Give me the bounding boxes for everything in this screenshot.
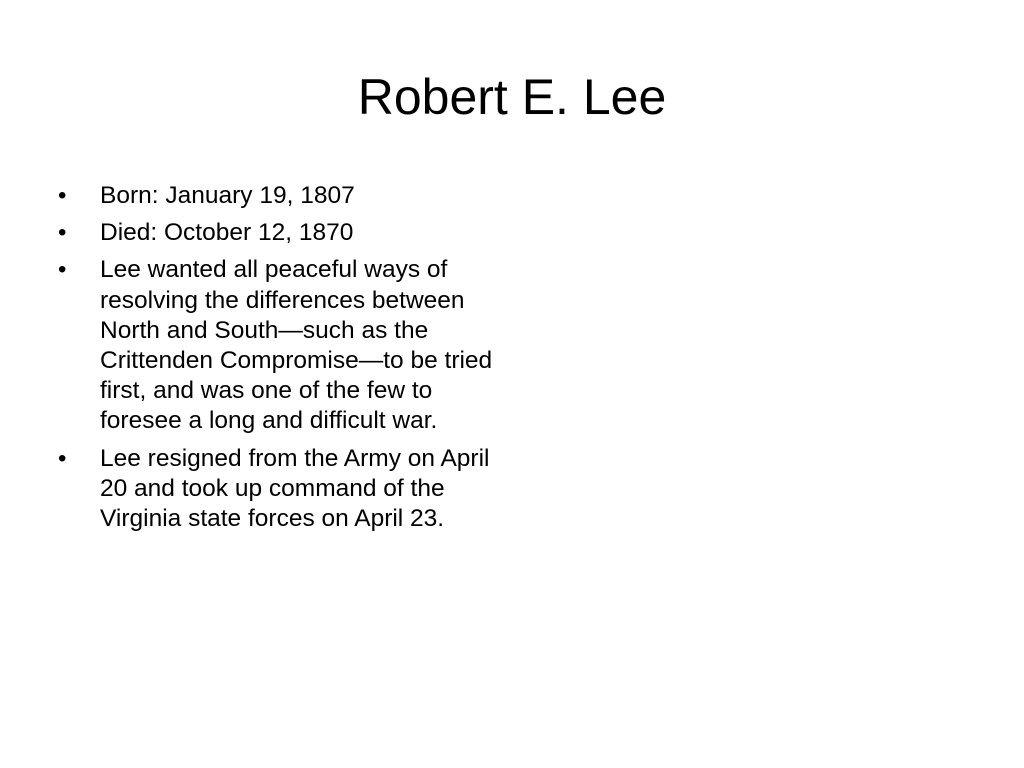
bullet-text: Lee wanted all peaceful ways of resolving the differences between North and South—such as the Crittenden Compromise—to be tried first, and was one of the few to foresee a long and difficult war. [100, 256, 493, 435]
bullet-icon: • [58, 219, 67, 247]
bullet-item-resigned [58, 444, 498, 535]
bullet-icon: • [58, 256, 67, 284]
bullet-text: Born: January 19, 1807 [100, 182, 355, 209]
bullet-item-born [58, 181, 498, 211]
bullet-item-peaceful-ways [58, 255, 498, 436]
bullet-text: Died: October 12, 1870 [100, 219, 354, 247]
bullet-list [58, 181, 498, 541]
bullet-item-died [58, 218, 498, 248]
bullet-text: Lee resigned from the Army on April 20 and took up command of the Virginia state forces on April 23. [100, 444, 490, 533]
slide-title: Robert E. Lee [357, 69, 667, 125]
bullet-icon: • [58, 182, 67, 209]
bullet-icon: • [58, 444, 67, 472]
